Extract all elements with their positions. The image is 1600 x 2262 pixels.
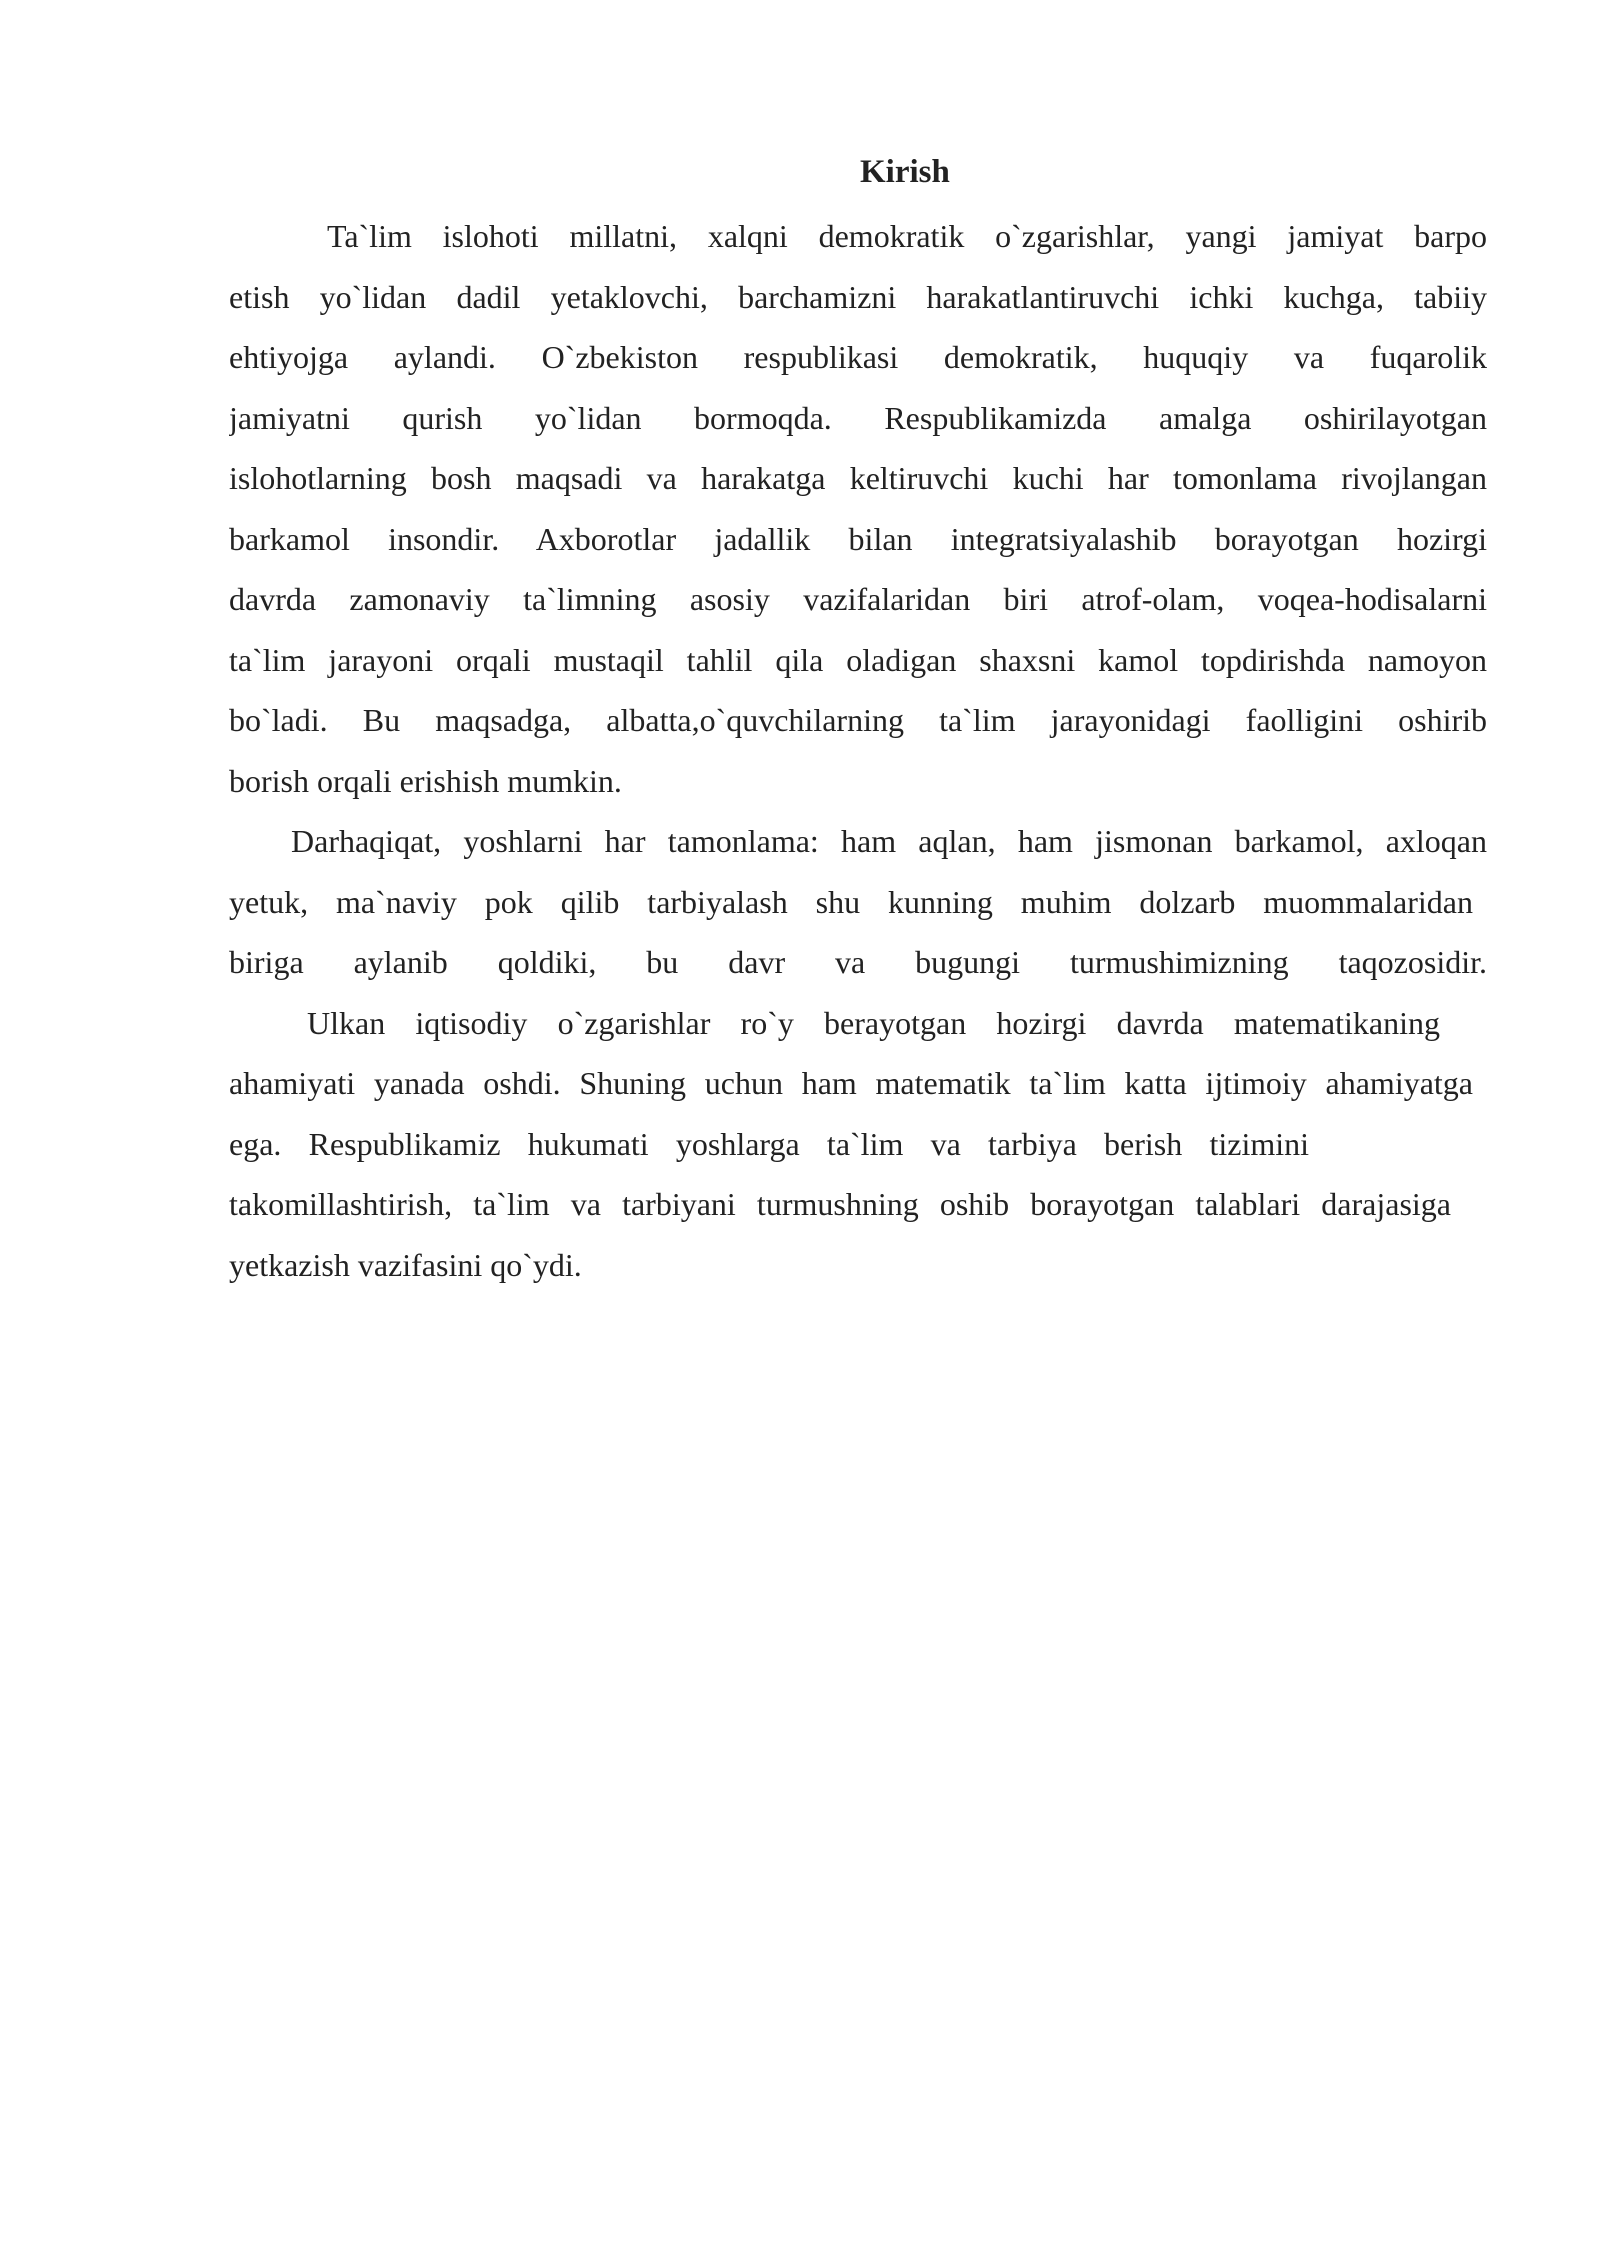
text-line: takomillashtirish, ta`lim va tarbiyani turmushning oshib borayotgan talablari darajasiga <box>229 1186 1451 1222</box>
text-line: ahamiyati yanada oshdi. Shuning uchun ham matematik ta`lim katta ijtimoiy ahamiyatga <box>229 1065 1473 1101</box>
text-line: etish yo`lidan dadil yetaklovchi, barchamizni harakatlantiruvchi ichki kuchga, tabiiy <box>229 278 1487 315</box>
text-line: biriga aylanib qoldiki, bu davr va bugungi turmushimizning taqozosidir. <box>229 944 1487 980</box>
text-line: jamiyatni qurish yo`lidan bormoqda. Respublikamizda amalga oshirilayotgan <box>229 399 1487 436</box>
text-line: ehtiyojga aylandi. O`zbekiston respublikasi demokratik, huquqiy va fuqarolik <box>229 339 1487 375</box>
text-line: davrda zamonaviy ta`limning asosiy vazifalaridan biri atrof-olam, voqea-hodisalarni <box>229 581 1487 617</box>
text-line: islohotlarning bosh maqsadi va harakatga keltiruvchi kuchi har tomonlama rivojlangan <box>229 460 1487 496</box>
text-line: ega. Respublikamiz hukumati yoshlarga ta`lim va tarbiya berish tizimini <box>229 1125 1309 1162</box>
page-title: Kirish <box>860 154 950 190</box>
text-line: Ulkan iqtisodiy o`zgarishlar ro`y berayotgan hozirgi davrda matematikaning <box>307 1004 1440 1041</box>
text-line: Ta`lim islohoti millatni, xalqni demokratik o`zgarishlar, yangi jamiyat barpo <box>327 218 1487 254</box>
text-line: bo`ladi. Bu maqsadga, albatta,o`quvchilarning ta`lim jarayonidagi faolligini oshirib <box>229 702 1487 738</box>
body-text <box>229 206 1487 1295</box>
text-line: yetuk, ma`naviy pok qilib tarbiyalash shu kunning muhim dolzarb muommalaridan <box>229 883 1473 920</box>
text-line: ta`lim jarayoni orqali mustaqil tahlil qila oladigan shaxsni kamol topdirishda namoyon <box>229 641 1487 678</box>
text-line: borish orqali erishish mumkin. <box>229 762 622 799</box>
text-line: yetkazish vazifasini qo`ydi. <box>229 1246 582 1283</box>
text-line: Darhaqiqat, yoshlarni har tamonlama: ham aqlan, ham jismonan barkamol, axloqan <box>291 823 1487 859</box>
text-line: barkamol insondir. Axborotlar jadallik bilan integratsiyalashib borayotgan hozirgi <box>229 520 1487 557</box>
